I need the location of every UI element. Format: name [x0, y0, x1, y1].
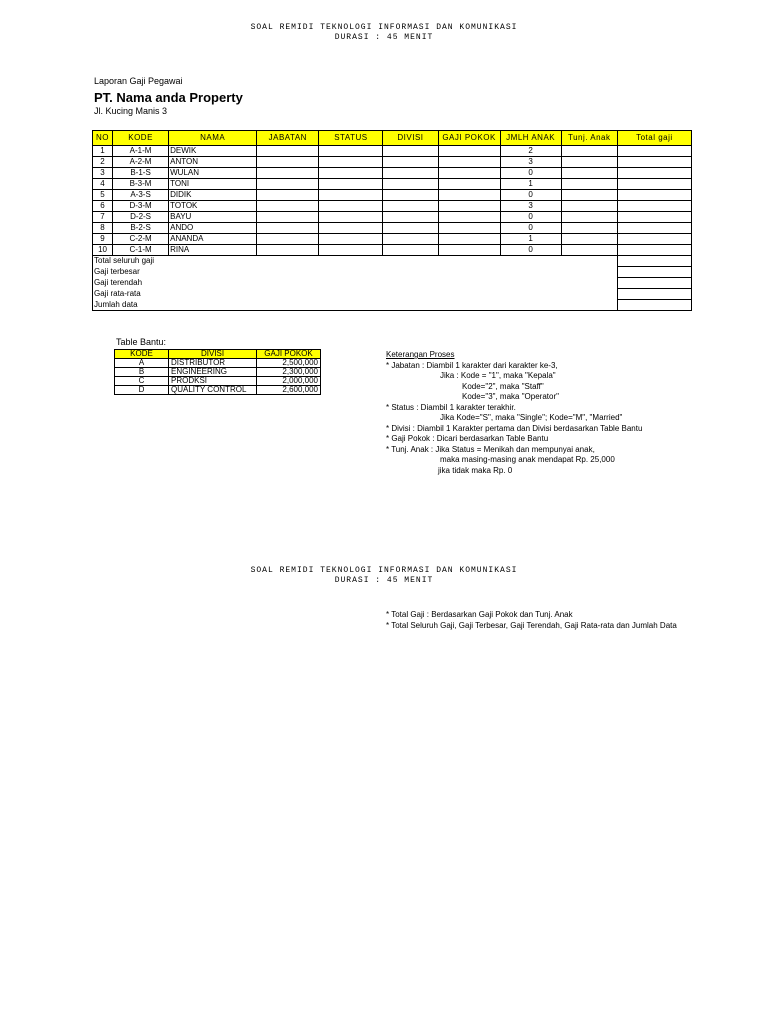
summary-value-max[interactable] [617, 267, 691, 278]
cell-no: 2 [93, 157, 113, 168]
note-line: * Gaji Pokok : Dicari berdasarkan Table Bantu [386, 434, 549, 443]
cell-nama: ANANDA [169, 234, 257, 245]
cell-total-gaji[interactable] [617, 223, 691, 234]
summary-row [93, 289, 692, 300]
helper-cell-gaji: 2,000,000 [257, 377, 321, 386]
cell-tunj-anak[interactable] [561, 212, 617, 223]
summary-label-total: Total seluruh gaji [93, 256, 618, 267]
cell-no: 8 [93, 223, 113, 234]
table-row [93, 168, 692, 179]
helper-cell-gaji: 2,300,000 [257, 368, 321, 377]
cell-no: 7 [93, 212, 113, 223]
cell-kode: A-2-M [113, 157, 169, 168]
cell-tunj-anak[interactable] [561, 245, 617, 256]
cell-jabatan[interactable] [257, 212, 319, 223]
cell-kode: C-1-M [113, 245, 169, 256]
notes-title: Keterangan Proses [386, 350, 455, 359]
cell-gaji-pokok[interactable] [438, 223, 500, 234]
col-header-gaji-pokok: GAJI POKOK [438, 131, 500, 146]
cell-divisi[interactable] [383, 223, 438, 234]
col-header-status: STATUS [319, 131, 383, 146]
cell-jmlh-anak: 0 [500, 168, 561, 179]
cell-kode: A-3-S [113, 190, 169, 201]
cell-jmlh-anak: 0 [500, 212, 561, 223]
cell-jmlh-anak: 1 [500, 234, 561, 245]
note-line: maka masing-masing anak mendapat Rp. 25,000 [440, 455, 615, 464]
cell-no: 6 [93, 201, 113, 212]
note-line: * Divisi : Diambil 1 Karakter pertama dan Divisi berdasarkan Table Bantu [386, 423, 643, 433]
cell-gaji-pokok[interactable] [438, 245, 500, 256]
cell-kode: B-3-M [113, 179, 169, 190]
cell-jabatan[interactable] [257, 201, 319, 212]
table-row [93, 146, 692, 157]
cell-total-gaji[interactable] [617, 157, 691, 168]
cell-tunj-anak[interactable] [561, 190, 617, 201]
cell-jabatan[interactable] [257, 245, 319, 256]
note-line: Kode="2", maka "Staff" [462, 381, 544, 391]
cell-nama: RINA [169, 245, 257, 256]
cell-status[interactable] [319, 146, 383, 157]
note-line: * Status : Diambil 1 karakter terakhir. [386, 402, 516, 412]
note-line: * Jabatan : Diambil 1 karakter dari karakter ke-3, [386, 360, 558, 370]
table-row [93, 234, 692, 245]
cell-jmlh-anak: 0 [500, 223, 561, 234]
table-row [93, 212, 692, 223]
note-line: Jika Kode="S", maka "Single"; Kode="M", "Married" [440, 413, 623, 422]
summary-value-avg[interactable] [617, 289, 691, 300]
cell-status[interactable] [319, 234, 383, 245]
helper-cell-divisi: ENGINEERING [169, 368, 257, 377]
col-header-total-gaji: Total gaji [617, 131, 691, 146]
cell-nama: ANDO [169, 223, 257, 234]
cell-total-gaji[interactable] [617, 212, 691, 223]
cell-no: 3 [93, 168, 113, 179]
helper-cell-gaji: 2,500,000 [257, 359, 321, 368]
helper-header-kode: KODE [115, 350, 169, 359]
helper-header-divisi: DIVISI [169, 350, 257, 359]
cell-nama: DEWIK [169, 146, 257, 157]
cell-jabatan[interactable] [257, 146, 319, 157]
cell-kode: D-2-S [113, 212, 169, 223]
cell-tunj-anak[interactable] [561, 179, 617, 190]
helper-cell-kode: A [115, 359, 169, 368]
cell-gaji-pokok[interactable] [438, 190, 500, 201]
cell-total-gaji[interactable] [617, 190, 691, 201]
cell-kode: B-2-S [113, 223, 169, 234]
header-title: SOAL REMIDI TEKNOLOGI INFORMASI DAN KOMUNIKASI [250, 23, 518, 32]
cell-status[interactable] [319, 212, 383, 223]
cell-status[interactable] [319, 157, 383, 168]
company-name: PT. Nama anda Property [94, 90, 243, 105]
summary-row [93, 267, 692, 278]
summary-label-min: Gaji terendah [93, 278, 618, 289]
summary-value-count[interactable] [617, 300, 691, 311]
helper-cell-kode: C [115, 377, 169, 386]
helper-cell-kode: D [115, 386, 169, 395]
table-row [93, 223, 692, 234]
cell-nama: DIDIK [169, 190, 257, 201]
cell-no: 1 [93, 146, 113, 157]
cell-status[interactable] [319, 201, 383, 212]
helper-cell-divisi: QUALITY CONTROL [169, 386, 257, 395]
cell-total-gaji[interactable] [617, 245, 691, 256]
cell-kode: A-1-M [113, 146, 169, 157]
cell-gaji-pokok[interactable] [438, 157, 500, 168]
table-row [93, 190, 692, 201]
table-row [93, 201, 692, 212]
cell-nama: TONI [169, 179, 257, 190]
summary-label-avg: Gaji rata-rata [93, 289, 618, 300]
col-header-no: NO [93, 131, 113, 146]
note-line: Jika : Kode = "1", maka "Kepala" [440, 371, 556, 380]
cell-gaji-pokok[interactable] [438, 168, 500, 179]
cell-nama: WULAN [169, 168, 257, 179]
cell-nama: TOTOK [169, 201, 257, 212]
table-row [93, 157, 692, 168]
summary-value-total[interactable] [617, 256, 691, 267]
footer-notes [386, 610, 677, 631]
cell-jabatan[interactable] [257, 168, 319, 179]
cell-jmlh-anak: 1 [500, 179, 561, 190]
cell-divisi[interactable] [383, 190, 438, 201]
cell-nama: ANTON [169, 157, 257, 168]
summary-label-max: Gaji terbesar [93, 267, 618, 278]
cell-total-gaji[interactable] [617, 146, 691, 157]
cell-divisi[interactable] [383, 168, 438, 179]
footer-note-line: * Total Seluruh Gaji, Gaji Terbesar, Gaji Terendah, Gaji Rata-rata dan Jumlah Data [386, 620, 677, 630]
cell-jabatan[interactable] [257, 234, 319, 245]
helper-table [114, 349, 321, 395]
note-line: * Tunj. Anak : Jika Status = Menikah dan mempunyai anak, [386, 444, 595, 454]
cell-gaji-pokok[interactable] [438, 146, 500, 157]
cell-total-gaji[interactable] [617, 168, 691, 179]
col-header-nama: NAMA [169, 131, 257, 146]
cell-kode: B-1-S [113, 168, 169, 179]
cell-jmlh-anak: 0 [500, 190, 561, 201]
summary-row [93, 300, 692, 311]
table-row [93, 179, 692, 190]
cell-tunj-anak[interactable] [561, 223, 617, 234]
cell-status[interactable] [319, 179, 383, 190]
col-header-divisi: DIVISI [383, 131, 438, 146]
cell-gaji-pokok[interactable] [438, 201, 500, 212]
summary-row [93, 278, 692, 289]
col-header-tunj-anak: Tunj. Anak [561, 131, 617, 146]
helper-cell-kode: B [115, 368, 169, 377]
cell-no: 5 [93, 190, 113, 201]
cell-divisi[interactable] [383, 245, 438, 256]
col-header-jmlh-anak: JMLH ANAK [500, 131, 561, 146]
cell-tunj-anak[interactable] [561, 157, 617, 168]
cell-kode: C-2-M [113, 234, 169, 245]
cell-jabatan[interactable] [257, 223, 319, 234]
cell-divisi[interactable] [383, 201, 438, 212]
cell-divisi[interactable] [383, 146, 438, 157]
cell-jabatan[interactable] [257, 157, 319, 168]
cell-jmlh-anak: 2 [500, 146, 561, 157]
note-line: jika tidak maka Rp. 0 [438, 465, 513, 475]
salary-table-header [93, 131, 692, 146]
col-header-jabatan: JABATAN [257, 131, 319, 146]
cell-gaji-pokok[interactable] [438, 212, 500, 223]
helper-header-gaji-pokok: GAJI POKOK [257, 350, 321, 359]
cell-status[interactable] [319, 168, 383, 179]
cell-tunj-anak[interactable] [561, 168, 617, 179]
cell-divisi[interactable] [383, 179, 438, 190]
cell-status[interactable] [319, 223, 383, 234]
cell-jabatan[interactable] [257, 179, 319, 190]
cell-jmlh-anak: 3 [500, 201, 561, 212]
summary-value-min[interactable] [617, 278, 691, 289]
cell-kode: D-3-M [113, 201, 169, 212]
table-row [93, 245, 692, 256]
cell-nama: BAYU [169, 212, 257, 223]
process-notes [386, 350, 642, 476]
header-duration: DURASI : 45 MENIT [334, 33, 434, 42]
helper-cell-divisi: DISTRIBUTOR [169, 359, 257, 368]
footer-note-line: * Total Gaji : Berdasarkan Gaji Pokok dan Tunj. Anak [386, 610, 573, 619]
summary-row [93, 256, 692, 267]
helper-cell-divisi: PRODKSI [169, 377, 257, 386]
helper-table-caption: Table Bantu: [116, 337, 167, 347]
salary-table [92, 130, 692, 311]
cell-total-gaji[interactable] [617, 234, 691, 245]
cell-no: 10 [93, 245, 113, 256]
cell-tunj-anak[interactable] [561, 234, 617, 245]
cell-total-gaji[interactable] [617, 201, 691, 212]
header-duration-repeat: DURASI : 45 MENIT [334, 576, 434, 585]
cell-gaji-pokok[interactable] [438, 234, 500, 245]
helper-cell-gaji: 2,600,000 [257, 386, 321, 395]
cell-tunj-anak[interactable] [561, 146, 617, 157]
helper-row [115, 386, 321, 395]
cell-jmlh-anak: 3 [500, 157, 561, 168]
cell-no: 9 [93, 234, 113, 245]
cell-tunj-anak[interactable] [561, 201, 617, 212]
col-header-kode: KODE [113, 131, 169, 146]
summary-label-count: Jumlah data [93, 300, 618, 311]
cell-status[interactable] [319, 190, 383, 201]
cell-divisi[interactable] [383, 212, 438, 223]
cell-no: 4 [93, 179, 113, 190]
report-subtitle: Laporan Gaji Pegawai [94, 76, 183, 86]
cell-jabatan[interactable] [257, 190, 319, 201]
note-line: Kode="3", maka "Operator" [462, 392, 559, 401]
cell-status[interactable] [319, 245, 383, 256]
cell-jmlh-anak: 0 [500, 245, 561, 256]
cell-total-gaji[interactable] [617, 179, 691, 190]
header-title-repeat: SOAL REMIDI TEKNOLOGI INFORMASI DAN KOMUNIKASI [250, 566, 518, 575]
cell-gaji-pokok[interactable] [438, 179, 500, 190]
cell-divisi[interactable] [383, 234, 438, 245]
cell-divisi[interactable] [383, 157, 438, 168]
company-address: Jl. Kucing Manis 3 [94, 106, 168, 116]
